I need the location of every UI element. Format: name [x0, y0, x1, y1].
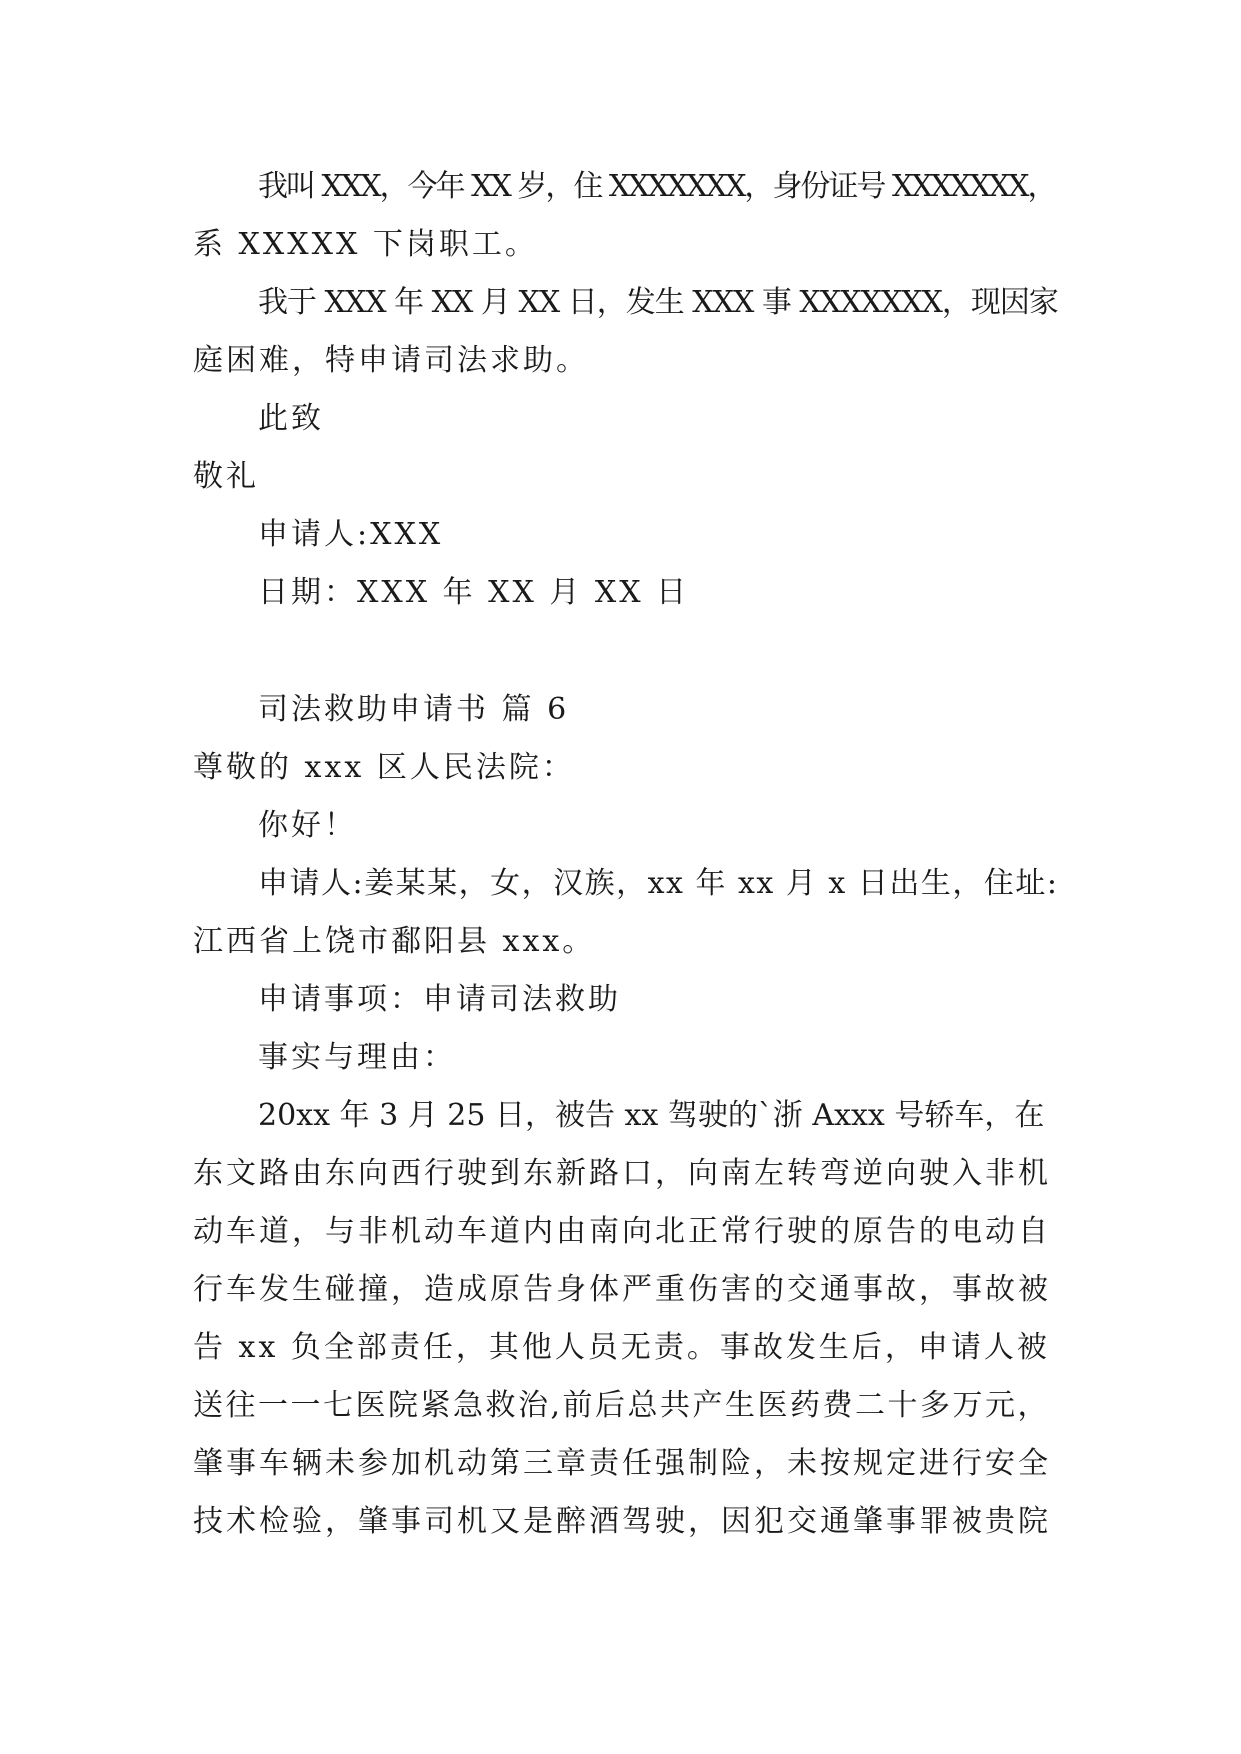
closing-salutation: 此致 — [258, 401, 324, 436]
paragraph-2-line-2: 庭困难，特申请司法求助。 — [193, 343, 589, 378]
paragraph-1-line-2: 系 XXXXX 下岗职工。 — [193, 227, 538, 262]
facts-line-2: 东文路由东向西行驶到东新路口，向南左转弯逆向驶入非机 — [193, 1156, 1051, 1191]
applicant-info-line-1: 申请人:姜某某，女，汉族，xx 年 xx 月 x 日出生，住址: — [258, 866, 1059, 901]
addressee: 尊敬的 xxx 区人民法院： — [193, 750, 575, 785]
applicant-info-line-2: 江西省上饶市鄱阳县 xxx。 — [193, 924, 596, 959]
signature-date: 日期：XXX 年 XX 月 XX 日 — [258, 575, 690, 610]
facts-line-8: 技术检验，肇事司机又是醉酒驾驶，因犯交通肇事罪被贵院 — [193, 1504, 1051, 1539]
paragraph-1-line-1: 我叫 XXX，今年 XX 岁，住 XXXXXXX，身份证号 XXXXXXX， — [258, 169, 1056, 204]
paragraph-2-line-1: 我于 XXX 年 XX 月 XX 日，发生 XXX 事 XXXXXXX，现因家 — [258, 285, 1058, 320]
closing-regards: 敬礼 — [193, 459, 259, 494]
applicant-signature: 申请人:XXX — [258, 517, 444, 552]
greeting: 你好！ — [258, 808, 357, 843]
facts-line-7: 肇事车辆未参加机动第三章责任强制险，未按规定进行安全 — [193, 1446, 1051, 1481]
facts-line-1: 20xx 年 3 月 25 日，被告 xx 驾驶的`浙 Axxx 号轿车，在 — [258, 1098, 1045, 1133]
facts-line-5: 告 xx 负全部责任，其他人员无责。事故发生后，申请人被 — [193, 1330, 1050, 1365]
facts-heading: 事实与理由： — [258, 1040, 456, 1075]
facts-line-3: 动车道，与非机动车道内由南向北正常行驶的原告的电动自 — [193, 1214, 1051, 1249]
facts-line-6: 送往一一七医院紧急救治,前后总共产生医药费二十多万元， — [193, 1388, 1051, 1423]
section-heading: 司法救助申请书 篇 6 — [258, 692, 570, 727]
request-item: 申请事项：申请司法救助 — [258, 982, 621, 1017]
facts-line-4: 行车发生碰撞，造成原告身体严重伤害的交通事故，事故被 — [193, 1272, 1051, 1307]
